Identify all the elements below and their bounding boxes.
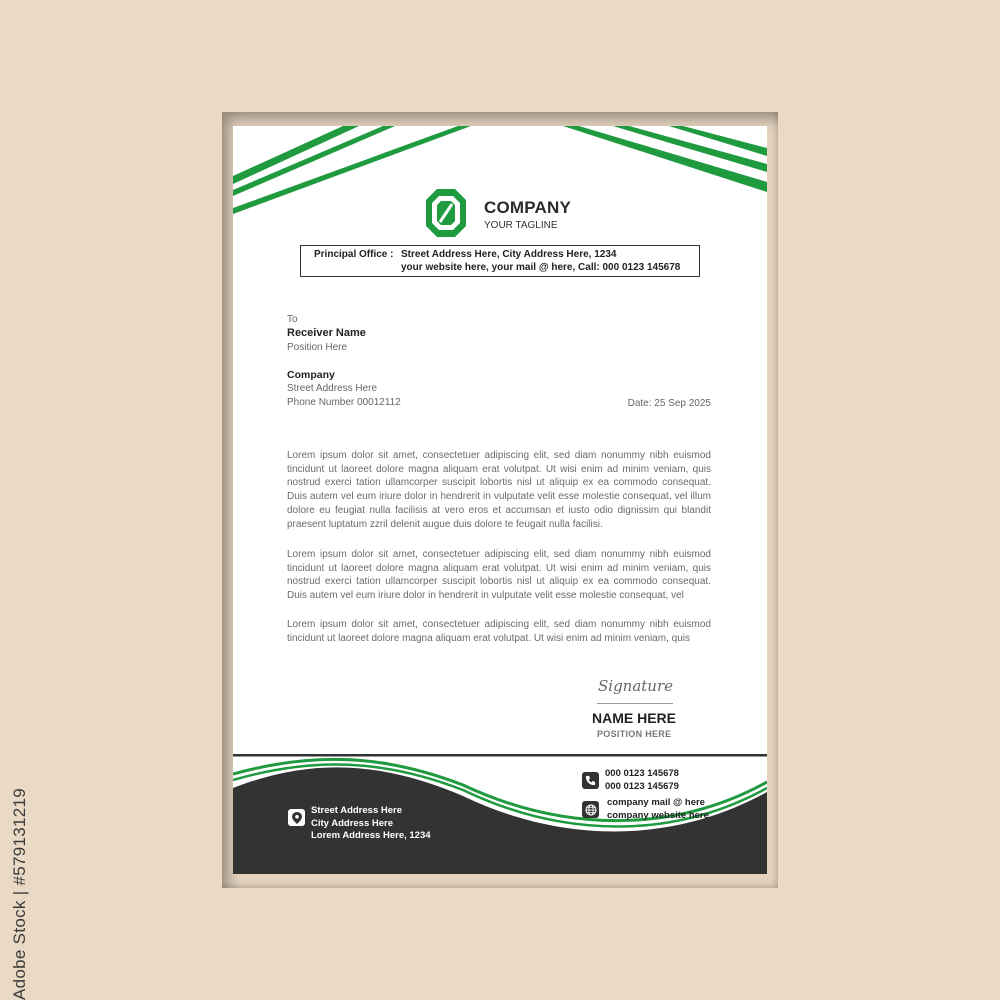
receiver-position: Position Here	[287, 342, 348, 353]
footer-address-2: City Address Here	[311, 818, 394, 829]
office-address-line: Street Address Here, City Address Here, 1234	[401, 249, 617, 260]
body-paragraph-1: Lorem ipsum dolor sit amet, consectetuer adipiscing elit, sed diam nonummy nibh euismod tincidunt ut laoreet dolore magna aliquam erat volutpat. Ut wisi enim ad minim veniam, quis nostrud exerci tation ullamcorper suscipit lobortis nisl ut aliquip ex ea commodo consequat. Duis autem vel eum iriure dolor in hendrerit in vulputate velit esse molestie consequat, vel illum dolore eu feugiat nulla facilisis at vero eros et accumsan et iusto odio dignissim qui blandit praesent luptatum zzril delenit augue duis dolore te feugait nulla facilisi.	[287, 450, 711, 530]
signer-name: NAME HERE	[592, 710, 677, 726]
signature-line	[597, 703, 673, 704]
globe-icon	[582, 801, 599, 818]
company-logo-icon	[425, 188, 467, 238]
footer-address-3: Lorem Address Here, 1234	[311, 830, 431, 841]
stock-id-watermark	[10, 770, 32, 1000]
body-paragraph-2: Lorem ipsum dolor sit amet, consectetuer adipiscing elit, sed diam nonummy nibh euismod tincidunt ut laoreet dolore magna aliquam erat volutpat. Ut wisi enim ad minim veniam, quis nostrud exerci tation ullamcorper suscipit lobortis nisl ut aliquip ex ea commodo consequat. Duis autem vel eum iriure dolor in hendrerit in vulputate velit esse molestie consequat, vel	[287, 549, 711, 602]
receiver-phone: Phone Number 00012112	[287, 397, 401, 408]
footer-mail: company mail @ here	[607, 797, 705, 808]
office-contact-line: your website here, your mail @ here, Call: 000 0123 145678	[401, 262, 681, 273]
receiver-company: Company	[287, 369, 335, 381]
company-tagline: YOUR TAGLINE	[484, 220, 558, 231]
footer-phone-1: 000 0123 145678	[605, 768, 679, 779]
receiver-street: Street Address Here	[287, 383, 378, 394]
to-label: To	[287, 314, 298, 325]
letter-date: Date: 25 Sep 2025	[627, 398, 711, 409]
footer-address-1: Street Address Here	[311, 805, 402, 816]
company-name: COMPANY	[484, 198, 572, 217]
footer-phone-2: 000 0123 145679	[605, 781, 679, 792]
signer-position: POSITION HERE	[597, 729, 672, 739]
principal-office-box	[300, 245, 700, 277]
receiver-name: Receiver Name	[287, 327, 366, 339]
phone-icon	[582, 772, 599, 789]
office-label: Principal Office :	[314, 249, 394, 260]
footer-website: company website here	[607, 810, 709, 821]
stock-id-text: Adobe Stock | #579131219	[10, 787, 29, 1000]
letterhead-page	[233, 126, 767, 874]
body-paragraph-3: Lorem ipsum dolor sit amet, consectetuer adipiscing elit, sed diam nonummy nibh euismod tincidunt ut laoreet dolore magna aliquam erat volutpat. Ut wisi enim ad minim veniam, quis	[287, 619, 711, 644]
location-pin-icon	[288, 809, 305, 826]
signature-script: Signature	[598, 677, 674, 695]
